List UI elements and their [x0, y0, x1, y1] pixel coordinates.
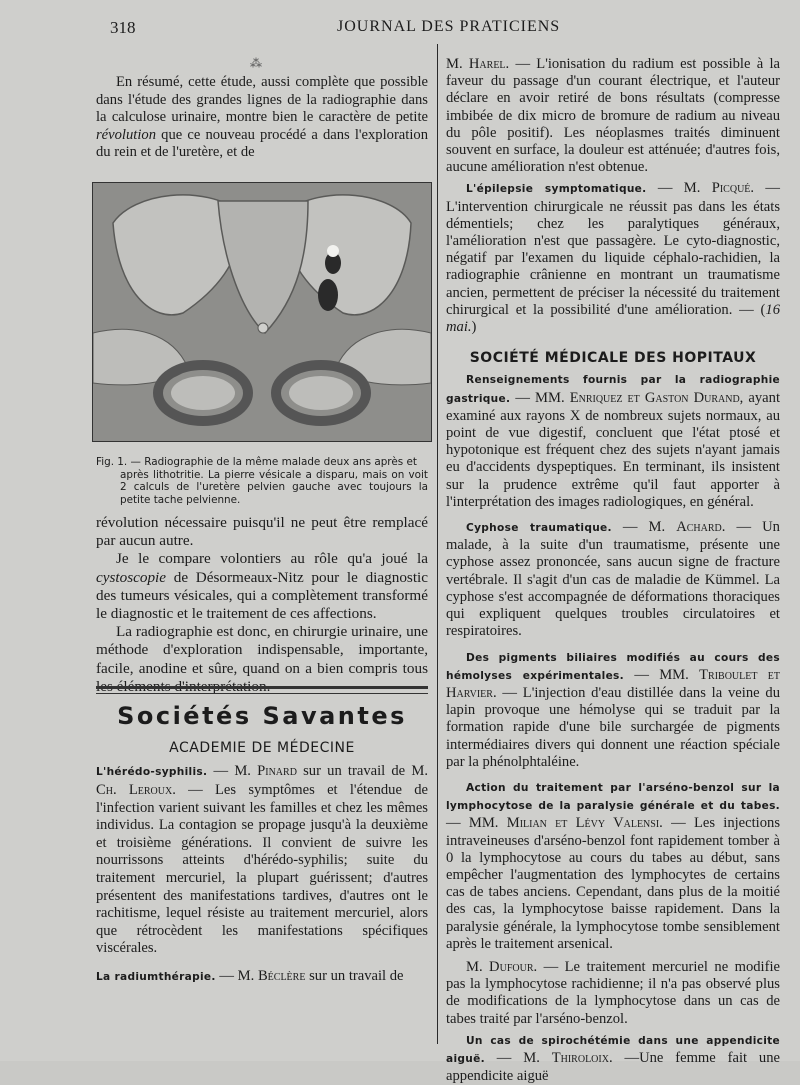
- heredo-author-2: Ch. Leroux.: [96, 782, 176, 798]
- conclusion-p2-em: cystoscopie: [96, 568, 167, 586]
- pigments-author: Triboulet et Harvier.: [446, 666, 780, 701]
- harel-author: M. Harel.: [446, 56, 510, 72]
- heredo-author-1: Pinard: [257, 763, 297, 780]
- harel-text: — L'ionisation du radium est possible à la faveur du passage d'un courant électrique, et l'auteur déclare en avoir retiré de bons résultats (compresse imbibée de dix micro de bromure de radium au niveau du pôle positif). Les néoplasmes traités diminuent souvent en surface, la douleur est atténuée; d'autres fois, aucune amélioration n'est obtenue.: [446, 56, 780, 176]
- heredo-b: sur un travail de M.: [303, 763, 428, 780]
- radium-b: sur un travail de: [309, 967, 404, 984]
- figure-caption: [96, 456, 428, 506]
- pigments-a: — MM.: [634, 666, 689, 683]
- cyphose-rubric: Cyphose traumatique.: [466, 522, 612, 535]
- epilepsie-close: ): [471, 319, 477, 336]
- epilepsie-text: — L'intervention chirurgicale ne réussit pas dans les états démentiels; chez les paralytiques généraux, l'amélioration n'est que passagère. Le cyto-diagnostic, négatif par l'examen du liquide céphalo-rachidien, la radiographie crânienne en montrant un traumatisme ancien, permettent de préciser la nécessité du traitement chirurgical et la possibilité d'une amélioration. — (: [446, 180, 780, 318]
- radium-a: — M.: [219, 967, 255, 984]
- pigments-text: — L'injection d'eau distillée dans la veine du lapin provoque une hémolyse qui se traduit par la formation rapide d'une bile surchargée de pigments intermédiaires divers qui donnent une réaction spéciale par la phénolphtaléine.: [446, 684, 780, 770]
- spiro-rubric: Un cas de spirochétémie dans une appendicite aiguë.: [446, 1034, 780, 1065]
- heredo-text: — Les symptômes et l'étendue de l'infection varient suivant les familles et chez les mêmes individus. La contagion se propage jusqu'à la deuxième et troisième générations. Il convient de suivre les nourrissons atteints d'hérédo-syphilis; suite du traitement mercuriel, la plupart guérissent; d'autres présentent des manifestations tardives, d'autres ont le rachitisme, lequel résiste au traitement mercuriel, alors que rétrocèdent les manifestations spécifiques viscérales.: [96, 782, 428, 957]
- dufour-author: M. Dufour.: [466, 958, 538, 975]
- action-author: Milian et Lévy Valensi.: [506, 815, 663, 832]
- dufour-text: — Le traitement mercuriel ne modifie pas la lymphocytose rachidienne; il n'a pas observé plus de modifications de la lymphocytose dans un cas de tabes traité par l'arséno-benzol.: [446, 958, 780, 1027]
- heredo-a: — M.: [213, 763, 251, 780]
- epilepsie-rubric: L'épilepsie symptomatique.: [466, 183, 647, 196]
- cyphose-text: — Un malade, à la suite d'un traumatisme, présente une cyphose assez prononcée, sans aucun signe de fracture vertébrale. Il s'agit d'un cas de maladie de Kümmel. La cyphose s'est accompagnée de déformations thoraciques qui expliquent quelques troubles circulatoires et respiratoires.: [446, 519, 780, 640]
- running-header: [0, 18, 800, 42]
- renseign-rubric: Renseignements fournis par la radiographie gastrique.: [446, 374, 780, 405]
- renseign-text: ayant examiné aux rayons X de nombreux sujets normaux, au point de vue digestif, concluent que l'état ptosé et hypotonique est fréquent chez des sujets n'ayant jamais eu d'accidents dyspeptiques. En terminant, ils insistent sur la prudence extrême qu'il faut apporter à l'interprétation des images radiologiques, en général.: [446, 389, 780, 510]
- action-a: — MM.: [446, 815, 499, 832]
- epilepsie-date: 16 mai.: [446, 301, 780, 336]
- section-title-societes: Sociétés Savantes: [117, 702, 407, 730]
- heredo-rubric: L'hérédo-syphilis.: [96, 766, 208, 779]
- conclusion-p2-b: de Désormeaux-Nitz pour le diagnostic des tumeurs vésicales, qui a complètement transformé le diagnostic et le traitement de ces affections.: [96, 568, 429, 623]
- section-double-rule: [96, 686, 428, 694]
- conclusion-section: [96, 514, 428, 696]
- spiro-text: —Une femme fait une appendicite aiguë: [446, 1049, 780, 1085]
- column-divider: [437, 44, 438, 1044]
- smh-heading: SOCIÉTÉ MÉDICALE DES HOPITAUX: [469, 350, 757, 367]
- conclusion-p2-a: Je le compare volontiers au rôle qu'a joué la: [116, 550, 428, 568]
- cyphose-a: — M.: [622, 519, 666, 536]
- right-column: [446, 56, 780, 1085]
- page-number: 318: [110, 18, 136, 37]
- intro-text-end: que ce nouveau procédé a dans l'exploration du rein et de l'uretère, et de: [96, 126, 428, 161]
- journal-title: JOURNAL DES PRATICIENS: [337, 18, 561, 35]
- radiograph-figure: [92, 182, 432, 442]
- spiro-author: Thiroloix.: [551, 1049, 613, 1066]
- intro-text: En résumé, cette étude, aussi complète que possible dans l'étude des grandes lignes de la radiographie dans la calculose urinaire, montre bien le caractère de petite: [96, 74, 428, 126]
- caption-line-1: Fig. 1. — Radiographie de la même malade deux ans après et: [96, 456, 417, 468]
- radiograph-pelvis-icon: [93, 183, 431, 441]
- renseign-a: — MM.: [515, 389, 565, 406]
- intro-emphasis: révolution: [96, 126, 156, 143]
- academie-section: [96, 740, 428, 986]
- renseign-author: Enriquez et Gaston Durand,: [569, 389, 744, 406]
- conclusion-p3: La radiographie est donc, en chirurgie urinaire, une méthode d'exploration indispensable, importante, facile, anodine et sûre, quand on a bien compris tous les éléments d'interprétation.: [96, 623, 428, 695]
- action-rubric: Action du traitement par l'arséno-benzol sur la lymphocytose de la paralysie générale et du tabes.: [446, 781, 780, 813]
- epilepsie-author: Picqué.: [711, 180, 755, 197]
- pigments-rubric: Des pigments biliaires modifiés au cours des hémolyses expérimentales.: [446, 651, 780, 682]
- action-text: — Les injections intraveineuses d'arséno-benzol font rapidement tomber à 0 la lymphocytose au cours du tabes au début, sans empêcher l'augmentation des lymphocytes de certains cas de tabes anciens. Cependant, dans plus de la moitié des cas, la lymphocytose baisse rapidement. Dans la paralysie générale, la lymphocytose tombe sensiblement après le traitement arsenical.: [446, 815, 781, 952]
- cyphose-author: Achard.: [676, 519, 726, 536]
- intro-paragraph: [96, 74, 428, 162]
- caption-line-2: après lithotritie. La pierre vésicale a disparu, mais on voit 2 calculs de l'uretère pelvien gauche avec toujours la petite tache pelvienne.: [120, 468, 428, 506]
- spiro-a: — M.: [496, 1049, 540, 1066]
- radium-author: Béclère: [257, 967, 306, 984]
- asterism-ornament: ⁂: [250, 56, 261, 70]
- academie-heading: ACADEMIE DE MÉDECINE: [169, 740, 355, 756]
- epilepsie-a: — M.: [657, 180, 701, 197]
- conclusion-p1: révolution nécessaire puisqu'il ne peut être remplacé par aucun autre.: [96, 514, 428, 550]
- radium-rubric: La radiumthérapie.: [96, 970, 216, 983]
